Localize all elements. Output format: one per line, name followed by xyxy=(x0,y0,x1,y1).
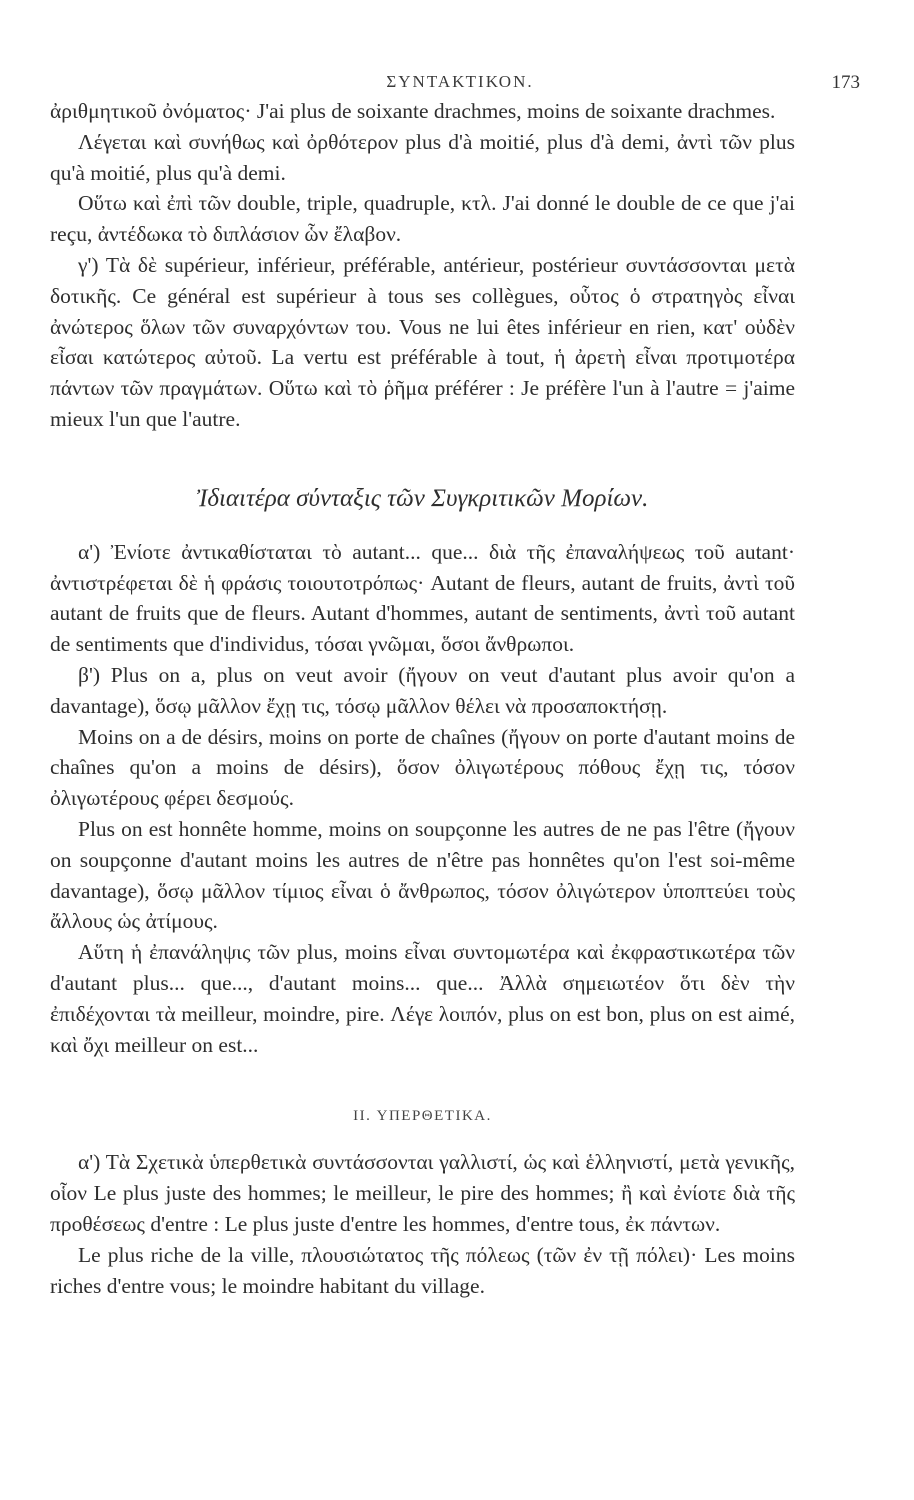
paragraph-continuation: ἀριθμητικοῦ ὀνόματος· J'ai plus de soixante drachmes, moins de soixante drachmes. xyxy=(50,99,776,123)
section-heading-comparative-particles: Ἰδιαιτέρα σύνταξις τῶν Συγκριτικῶν Μορίων. xyxy=(196,484,649,512)
section-heading-superlatives: II. ΥΠΕΡΘΕΤΙΚΑ. xyxy=(353,1108,492,1125)
paragraph: Moins on a de désirs, moins on porte de chaînes (ἤγουν on porte d'autant moins de chaînes qu'on a moins de désirs), ὅσον ὀλιγωτέρους πόθους ἔχῃ τις, τόσον ὀλιγωτέρους φέρει δεσμούς. xyxy=(50,724,795,811)
paragraph: Οὕτω καὶ ἐπὶ τῶν double, triple, quadruple, κτλ. J'ai donné le double de ce que j'ai reçu, ἀντέδωκα τὸ διπλάσιον ὧν ἔλαβον. xyxy=(50,191,795,247)
paragraph: β') Plus on a, plus on veut avoir (ἤγουν on veut d'autant plus avoir qu'on a davantage), ὅσῳ μᾶλλον ἔχῃ τις, τόσῳ μᾶλλον θέλει νὰ προσαποκτήσῃ. xyxy=(50,662,795,718)
paragraph: α') Τὰ Σχετικὰ ὑπερθετικὰ συντάσσονται γαλλιστί, ὡς καὶ ἑλληνιστί, μετὰ γενικῆς, οἷον Le plus juste des hommes; le meilleur, le pire des hommes; ἢ καὶ ἐνίοτε διὰ τῆς προθέσεως d'entre : Le plus juste d'entre les hommes, d'entre tous, ἐκ πάντων. xyxy=(50,1150,795,1236)
paragraph: Αὕτη ἡ ἐπανάληψις τῶν plus, moins εἶναι συντομωτέρα καὶ ἐκφραστικωτέρα τῶν d'autant plus... que..., d'autant moins... que... Ἀλλὰ σημειωτέον ὅτι δὲν τὴν ἐπιδέχονται τὰ meilleur, moindre, pire. Λέγε λοιπόν, plus on est bon, plus on est aimé, καὶ ὄχι meilleur on est... xyxy=(50,940,795,1057)
paragraph: γ') Τὰ δὲ supérieur, inférieur, préférable, antérieur, postérieur συντάσσονται μετὰ δοτικῆς. Ce général est supérieur à tous ses collègues, οὗτος ὁ στρατηγὸς εἶναι ἀνώτερος ὅλων τῶν συναρχόντων του. Vous ne lui êtes inférieur en rien, κατ' οὐδὲν εἶσαι κατώτερος αὐτοῦ. La vertu est préférable à tout, ἡ ἀρετὴ εἶναι προτιμοτέρα πάντων τῶν πραγμάτων. Οὕτω καὶ τὸ ῥῆμα préférer : Je préfère l'un à l'autre = j'aime mieux l'un que l'autre. xyxy=(50,252,795,431)
running-title: ΣΥΝΤΑΚΤΙΚΟΝ. xyxy=(386,72,534,91)
paragraph: Λέγεται καὶ συνήθως καὶ ὀρθότερον plus d'à moitié, plus d'à demi, ἀντὶ τῶν plus qu'à moitié, plus qu'à demi. xyxy=(50,129,795,185)
page-body xyxy=(50,96,795,1301)
paragraph: α') Ἐνίοτε ἀντικαθίσταται τὸ autant... que... διὰ τῆς ἐπαναλήψεως τοῦ autant· ἀντιστρέφεται δὲ ἡ φράσις τοιουτοτρόπως· Autant de fleurs, autant de fruits, ἀντὶ τοῦ autant de fruits que de fleurs. Autant d'hommes, autant de sentiments, ἀντὶ τοῦ autant de sentiments que d'individus, τόσαι γνῶμαι, ὅσοι ἄνθρωποι. xyxy=(50,539,795,657)
page-number: 173 xyxy=(831,72,860,93)
paragraph: Plus on est honnête homme, moins on soupçonne les autres de ne pas l'être (ἤγουν on soupçonne d'autant moins les autres de n'être pas honnêtes qu'on l'est soi-même davantage), ὅσῳ μᾶλλον τίμιος εἶναι ὁ ἄνθρωπος, τόσον ὀλιγώτερον ὑποπτεύει τοὺς ἄλλους ὡς ἀτίμους. xyxy=(50,816,795,934)
paragraph: Le plus riche de la ville, πλουσιώτατος τῆς πόλεως (τῶν ἐν τῇ πόλει)· Les moins riches d'entre vous; le moindre habitant du village. xyxy=(50,1242,795,1298)
